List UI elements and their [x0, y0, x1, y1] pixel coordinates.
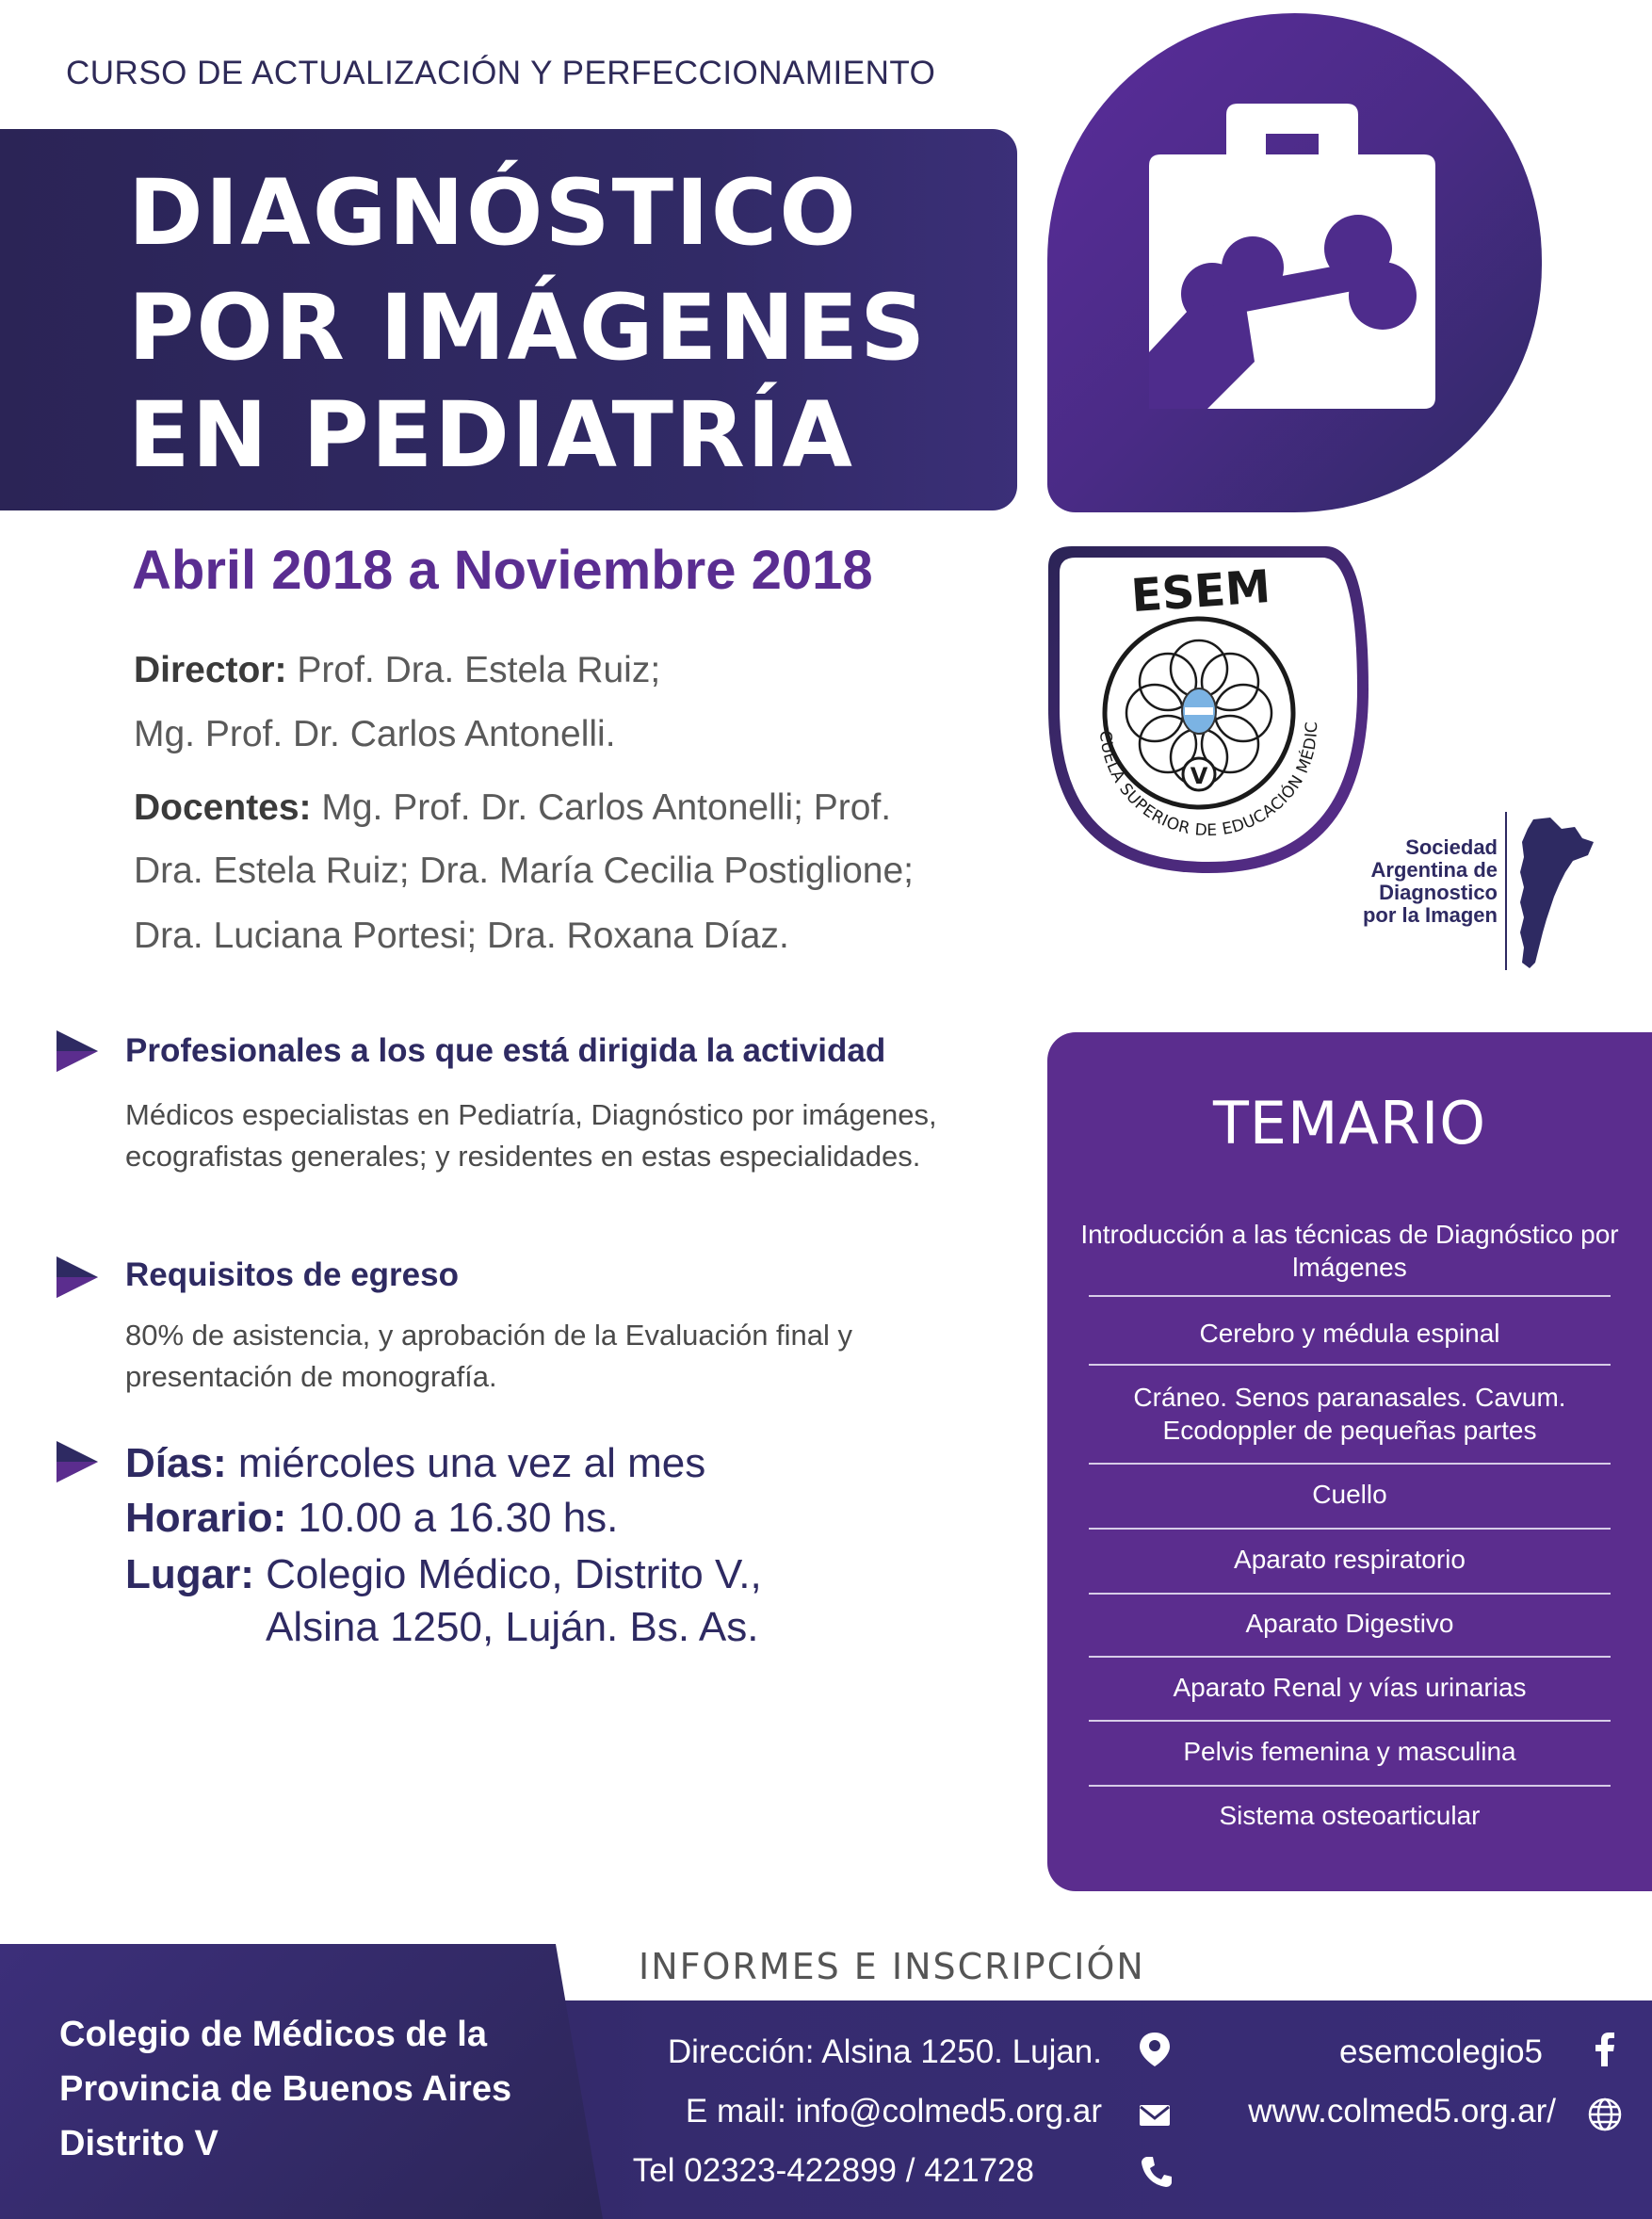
title-line-1: DIAGNÓSTICO: [128, 160, 858, 266]
sadi-logo: [1337, 812, 1601, 972]
sadi-line-1: Sociedad: [1405, 835, 1498, 859]
esem-fullname: CUELA SUPERIOR DE EDUCACIÓN MÉDIC: [1094, 721, 1322, 841]
topic-divider: [1089, 1720, 1611, 1722]
director-value: Prof. Dra. Estela Ruiz;: [286, 650, 661, 690]
place-line-1: [125, 1551, 762, 1597]
contact-phone: Tel 02323-422899 / 421728: [632, 2152, 1034, 2189]
contact-email[interactable]: E mail: info@colmed5.org.ar: [685, 2093, 1102, 2130]
audience-body: Médicos especialistas en Pediatría, Diagnóstico por imágenes, ecografistas generales; y residentes en estas especialidades.: [125, 1098, 937, 1173]
temario-topic: Aparato Renal y vías urinarias: [1173, 1673, 1527, 1702]
contact-website[interactable]: www.colmed5.org.ar/: [1248, 2093, 1556, 2130]
org-line-1: Colegio de Médicos de la: [59, 2015, 487, 2054]
temario-topic: Aparato Digestivo: [1245, 1609, 1454, 1638]
topic-divider: [1089, 1295, 1611, 1297]
temario-topic: Pelvis femenina y masculina: [1183, 1737, 1516, 1766]
days-label: Días:: [125, 1440, 227, 1486]
docentes-line-1: [134, 789, 891, 826]
course-kicker: CURSO DE ACTUALIZACIÓN Y PERFECCIONAMIENTO: [66, 55, 936, 91]
director-label: Director:: [134, 650, 287, 690]
place-label: Lugar:: [125, 1551, 254, 1597]
topic-divider: [1089, 1785, 1611, 1787]
contact-facebook[interactable]: esemcolegio5: [1339, 2033, 1543, 2070]
phone-icon: [1138, 2153, 1175, 2191]
director-line-1: [134, 652, 660, 688]
temario-topic: Cuello: [1312, 1480, 1387, 1509]
docentes-line-2: Dra. Estela Ruiz; Dra. María Cecilia Postiglione;: [134, 850, 914, 891]
bullet-arrow-icon: [57, 1030, 98, 1072]
bullet-arrow-icon: [57, 1256, 98, 1298]
esem-logo: [1044, 539, 1373, 878]
topic-divider: [1089, 1593, 1611, 1595]
xray-clipboard-icon: [1047, 13, 1542, 512]
title-line-3: EN PEDIATRÍA: [128, 382, 854, 488]
place-value: Colegio Médico, Distrito V.,: [253, 1551, 762, 1597]
place-line-2: Alsina 1250, Luján. Bs. As.: [266, 1604, 759, 1650]
topic-divider: [1089, 1656, 1611, 1658]
temario-topic: Sistema osteoarticular: [1219, 1801, 1481, 1830]
org-line-2: Provincia de Buenos Aires: [59, 2069, 512, 2109]
sadi-line-2: Argentina de: [1370, 858, 1498, 882]
argentina-map-icon: [1513, 816, 1597, 971]
hours-line: [125, 1495, 619, 1541]
sadi-line-4: por la Imagen: [1362, 903, 1498, 927]
temario-topic: Cerebro y médula espinal: [1199, 1319, 1500, 1348]
title-line-2: POR IMÁGENES: [128, 275, 928, 381]
hours-value: 10.00 a 16.30 hs.: [286, 1495, 619, 1541]
topic-divider: [1089, 1364, 1611, 1366]
facebook-icon[interactable]: [1586, 2031, 1624, 2068]
days-line: [125, 1440, 706, 1486]
temario-topic: Aparato respiratorio: [1234, 1545, 1466, 1574]
globe-icon[interactable]: [1586, 2096, 1624, 2133]
requirements-heading: Requisitos de egreso: [125, 1256, 459, 1293]
director-line-2: Mg. Prof. Dr. Carlos Antonelli.: [134, 714, 616, 754]
topic-divider: [1089, 1463, 1611, 1465]
inscription-title: INFORMES E INSCRIPCIÓN: [639, 1946, 1145, 1987]
xray-icon-tile: [1047, 13, 1542, 512]
topic-divider: [1089, 1528, 1611, 1530]
docentes-label: Docentes:: [134, 787, 312, 828]
sadi-line-3: Diagnostico: [1379, 881, 1498, 904]
temario-topic: Cráneo. Senos paranasales. Cavum. Ecodoppler de pequeñas partes: [1133, 1383, 1566, 1445]
days-value: miércoles una vez al mes: [226, 1440, 706, 1486]
bullet-arrow-icon: [57, 1441, 98, 1482]
mail-icon: [1136, 2097, 1174, 2134]
requirements-body: 80% de asistencia, y aprobación de la Evaluación final y presentación de monografía.: [125, 1319, 853, 1393]
audience-heading: Profesionales a los que está dirigida la actividad: [125, 1032, 886, 1069]
esem-numeral: V: [1190, 763, 1208, 789]
location-pin-icon: [1136, 2031, 1174, 2068]
course-dates: Abril 2018 a Noviembre 2018: [132, 540, 873, 601]
temario-topic: Introducción a las técnicas de Diagnóstico por lmágenes: [1080, 1220, 1619, 1282]
org-line-3: Distrito V: [59, 2124, 219, 2163]
docentes-value: Mg. Prof. Dr. Carlos Antonelli; Prof.: [311, 787, 892, 828]
docentes-line-3: Dra. Luciana Portesi; Dra. Roxana Díaz.: [134, 915, 789, 956]
esem-acronym: ESEM: [1129, 559, 1272, 624]
temario-title: TEMARIO: [1212, 1089, 1487, 1158]
contact-address: Dirección: Alsina 1250. Lujan.: [667, 2033, 1102, 2070]
hours-label: Horario:: [125, 1495, 287, 1541]
